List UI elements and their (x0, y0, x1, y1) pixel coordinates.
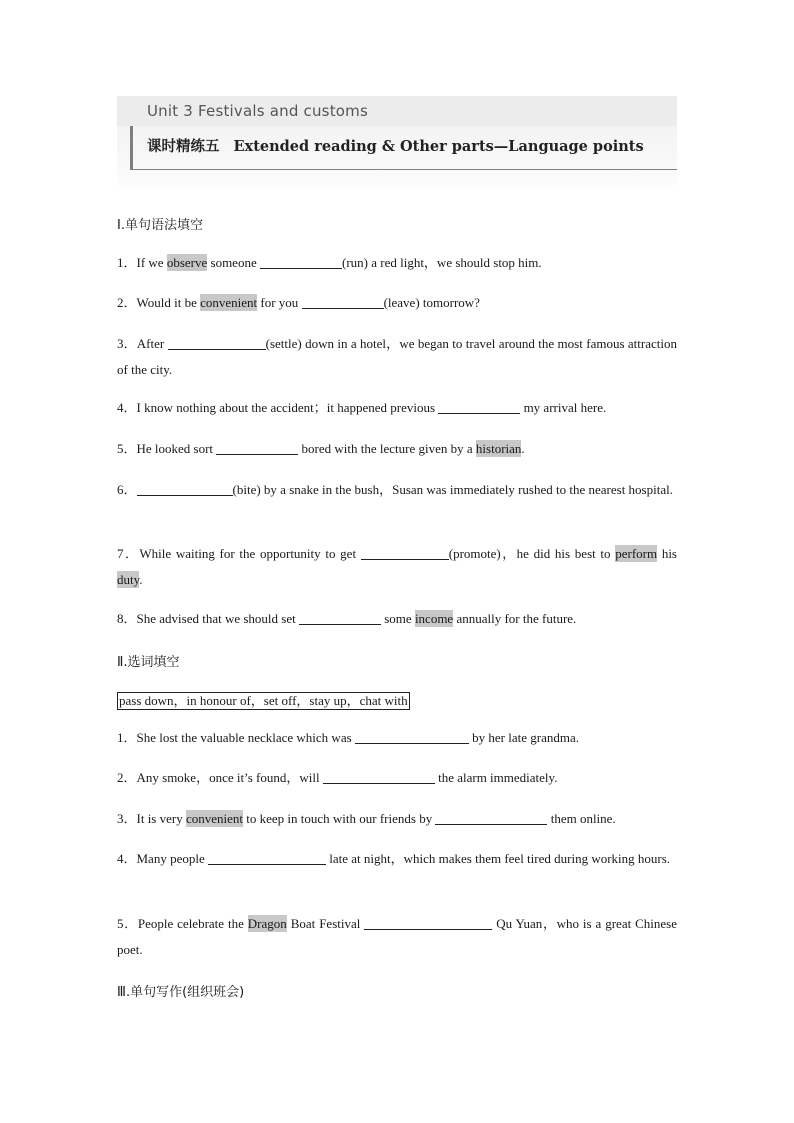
question-2-4: 4．Many people late at night，which makes them feel tired during working hours. (117, 851, 671, 866)
section-2-title: Ⅱ.选词填空 (117, 655, 180, 670)
answer-blank[interactable] (364, 915, 492, 930)
answer-blank[interactable] (302, 294, 384, 309)
question-1-8: 8．She advised that we should set some income annually for the future. (117, 611, 577, 626)
question-1-5: 5．He looked sort bored with the lecture given by a historian. (117, 441, 525, 456)
question-2-1: 1．She lost the valuable necklace which was by her late grandma. (117, 730, 579, 745)
highlighted-word: convenient (185, 811, 244, 826)
header-accent-bar (130, 126, 133, 170)
question-2-2: 2．Any smoke，once it’s found，will the alarm immediately. (117, 770, 558, 785)
question-1-1: 1．If we observe someone (run) a red light，we should stop him. (117, 255, 542, 270)
highlighted-word: income (414, 611, 454, 626)
lesson-title-en: Extended reading & Other parts—Language points (233, 138, 644, 155)
highlighted-word: Dragon (247, 916, 287, 931)
answer-blank[interactable] (168, 335, 266, 350)
section-3-title: Ⅲ.单句写作(组织班会) (117, 985, 245, 1000)
answer-blank[interactable] (355, 729, 469, 744)
question-1-6: 6． (bite) by a snake in the bush，Susan was immediately rushed to the nearest hospital. (117, 482, 673, 497)
lesson-title-cn: 课时精练五 (147, 138, 220, 155)
answer-blank[interactable] (299, 610, 381, 625)
answer-blank[interactable] (361, 545, 449, 560)
section-1-title: Ⅰ.单句语法填空 (117, 218, 203, 233)
word-bank-box: pass down，in honour of，set off，stay up，chat with (119, 693, 408, 708)
unit-title: Unit 3 Festivals and customs (147, 102, 368, 120)
highlighted-word: observe (166, 255, 208, 270)
highlighted-word: duty (117, 572, 140, 587)
header-divider (133, 169, 677, 170)
highlighted-word: perform (615, 546, 658, 561)
answer-blank[interactable] (438, 399, 520, 414)
question-1-7: 7．While waiting for the opportunity to get (promote)，he did his best to perform his duty. (117, 546, 677, 587)
question-1-4: 4．I know nothing about the accident；it happened previous my arrival here. (117, 400, 607, 415)
answer-blank[interactable] (137, 481, 233, 496)
highlighted-word: convenient (200, 295, 258, 310)
answer-blank[interactable] (216, 440, 298, 455)
question-1-2: 2．Would it be convenient for you (leave) tomorrow? (117, 295, 480, 310)
question-2-5: 5．People celebrate the Dragon Boat Festival Qu Yuan，who is a great Chinese poet. (117, 916, 678, 957)
question-2-3: 3．It is very convenient to keep in touch with our friends by them online. (117, 811, 616, 826)
answer-blank[interactable] (323, 769, 435, 784)
answer-blank[interactable] (260, 254, 342, 269)
highlighted-word: historian (475, 441, 522, 456)
answer-blank[interactable] (208, 850, 326, 865)
answer-blank[interactable] (435, 810, 547, 825)
lesson-title (147, 135, 644, 156)
question-1-3: 3．After (settle) down in a hotel，we began to travel around the most famous attraction of the city. (117, 336, 677, 377)
